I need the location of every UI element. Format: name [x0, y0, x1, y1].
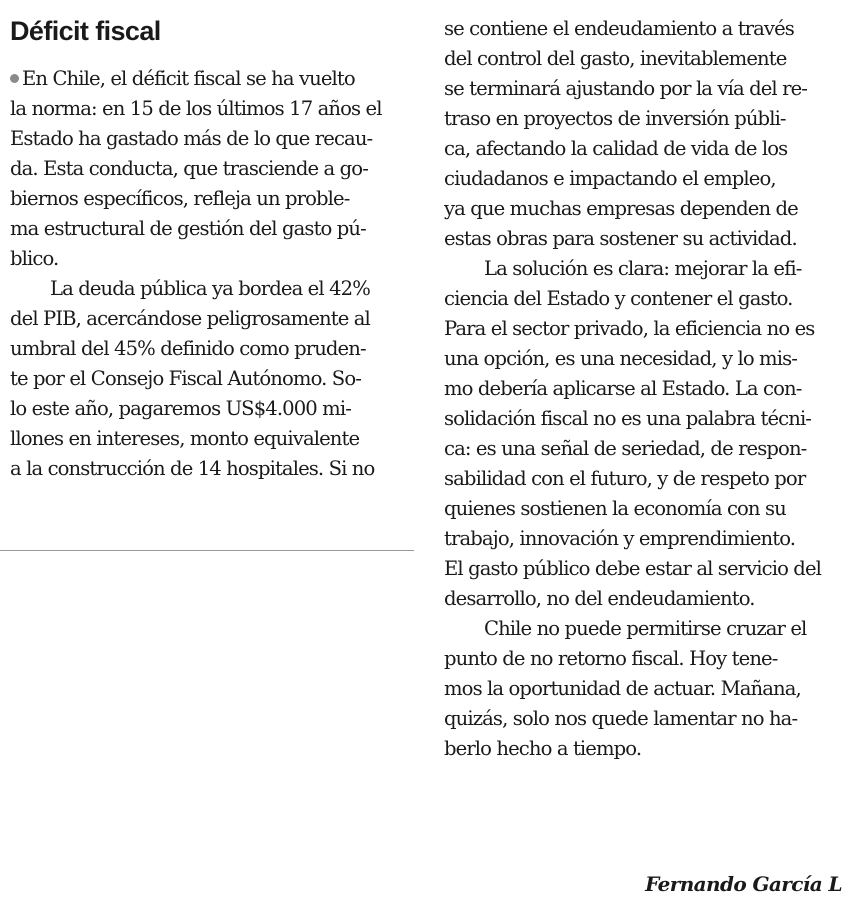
text-line: ca: es una señal de seriedad, de respon-	[444, 437, 807, 460]
text-line: ciudadanos e impactando el empleo,	[444, 167, 776, 190]
column-divider-rule	[0, 550, 414, 551]
text-line: una opción, es una necesidad, y lo mis-	[444, 347, 797, 370]
text-line: lo este año, pagaremos US$4.000 mi-	[10, 397, 351, 420]
text-line: Estado ha gastado más de lo que recau-	[10, 127, 373, 150]
text-line: quienes sostienen la economía con su	[444, 497, 786, 520]
text-line: El gasto público debe estar al servicio del	[444, 557, 822, 580]
left-column	[10, 0, 415, 484]
text-line: se terminará ajustando por la vía del re-	[444, 77, 807, 100]
text-line: Para el sector privado, la eficiencia no es	[444, 317, 815, 340]
author-signature: Fernando García L	[645, 872, 842, 896]
text-line: a la construcción de 14 hospitales. Si no	[10, 457, 375, 480]
text-line: biernos específicos, refleja un proble-	[10, 187, 350, 210]
text-line: la norma: en 15 de los últimos 17 años el	[10, 97, 382, 120]
paragraph-start-line: La solución es clara: mejorar la efi-	[484, 257, 802, 280]
text-line: sabilidad con el futuro, y de respeto por	[444, 467, 806, 490]
text-line: berlo hecho a tiempo.	[444, 737, 642, 760]
text-line: blico.	[10, 247, 59, 270]
text-line: del control del gasto, inevitablemente	[444, 47, 787, 70]
text-line: desarrollo, no del endeudamiento.	[444, 587, 755, 610]
paragraph-start-line: La deuda pública ya bordea el 42%	[50, 277, 370, 300]
article-title: Déficit fiscal	[10, 16, 161, 46]
text-line: llones en intereses, monto equivalente	[10, 427, 360, 450]
text-line: quizás, solo nos quede lamentar no ha-	[444, 707, 798, 730]
text-line: mos la oportunidad de actuar. Mañana,	[444, 677, 801, 700]
text-line: trabajo, innovación y emprendimiento.	[444, 527, 796, 550]
text-line: ciencia del Estado y contener el gasto.	[444, 287, 793, 310]
text-line: te por el Consejo Fiscal Autónomo. So-	[10, 367, 361, 390]
text-line: traso en proyectos de inversión públi-	[444, 107, 786, 130]
text-line: punto de no retorno fiscal. Hoy tene-	[444, 647, 778, 670]
text-line: del PIB, acercándose peligrosamente al	[10, 307, 370, 330]
text-line: ma estructural de gestión del gasto pú-	[10, 217, 366, 240]
bullet-icon	[10, 74, 19, 83]
text-line: En Chile, el déficit fiscal se ha vuelto	[10, 64, 415, 94]
text-line: mo debería aplicarse al Estado. La con-	[444, 377, 802, 400]
text-line: solidación fiscal no es una palabra técni-	[444, 407, 812, 430]
text-line: umbral del 45% definido como pruden-	[10, 337, 366, 360]
text-line: estas obras para sostener su actividad.	[444, 227, 797, 250]
text-line: da. Esta conducta, que trasciende a go-	[10, 157, 368, 180]
paragraph-start-line: Chile no puede permitirse cruzar el	[484, 617, 807, 640]
right-column	[444, 0, 849, 764]
text-line: ca, afectando la calidad de vida de los	[444, 137, 788, 160]
text-line: se contiene el endeudamiento a través	[444, 17, 794, 40]
text-line: ya que muchas empresas dependen de	[444, 197, 798, 220]
